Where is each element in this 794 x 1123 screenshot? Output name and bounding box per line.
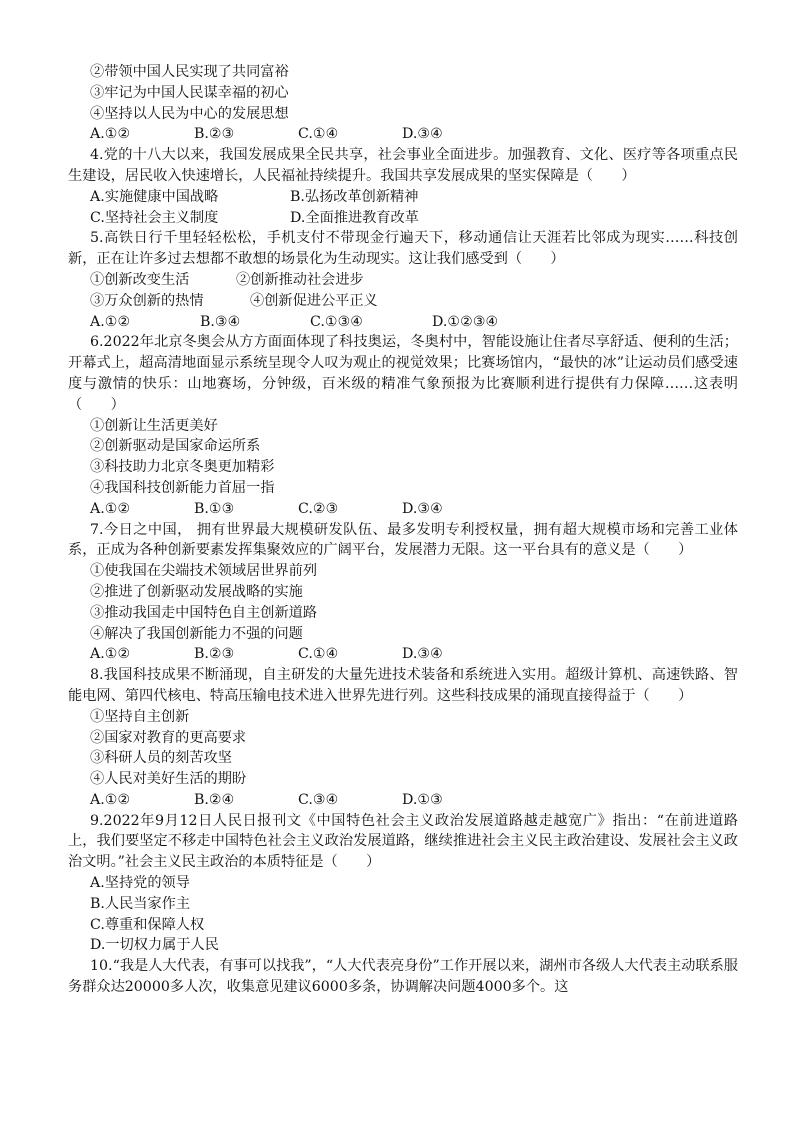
q6-item-3: ③科技助力北京冬奥更加精彩 [90, 459, 275, 476]
q7-item-1: ①使我国在尖端技术领域居世界前列 [90, 563, 318, 580]
q7-option-a: A.①② [90, 646, 131, 663]
q8-item-4: ④人民对美好生活的期盼 [90, 771, 247, 788]
q5-items-row2 [68, 291, 738, 312]
q8-option-d: D.①③ [402, 791, 443, 808]
q4-options-row2 [68, 208, 738, 229]
q3-item-3: ③牢记为中国人民谋幸福的初心 [90, 84, 289, 101]
q3-option-d: D.③④ [402, 126, 443, 143]
q4-option-a: A.实施健康中国战略 [90, 188, 219, 205]
q3-option-b: B.②③ [194, 126, 235, 143]
q6-option-b: B.①③ [194, 500, 235, 517]
q4-option-d: D.全面推进教育改革 [290, 209, 419, 226]
q3-item-2: ②带领中国人民实现了共同富裕 [90, 64, 289, 80]
q5-options [68, 312, 738, 333]
q8-stem: 8.我国科技成果不断涌现，自主研发的大量先进技术装备和系统进入实用。超级计算机、高速铁路、智能电网、第四代核电、特高压输电技术进入世界先进行列。这些科技成果的涌现直接得益于（ ） [68, 667, 738, 704]
q6-option-d: D.③④ [402, 500, 443, 517]
q9-stem: 9.2022年9月12日人民日报刊文《中国特色社会主义政治发展道路越走越宽广》指出：“在前进道路上，我们要坚定不移走中国特色社会主义政治发展道路，继续推进社会主义民主政治建设、发展社会主义政治文明。”社会主义民主政治的本质特征是（ ） [68, 812, 738, 871]
q8-item-1: ①坚持自主创新 [90, 708, 190, 725]
q8-option-a: A.①② [90, 791, 131, 808]
q5-option-d: D.①②③④ [432, 313, 499, 330]
q7-stem: 7.今日之中国， 拥有世界最大规模研发队伍、最多发明专利授权量，拥有超大规模市场和完善工业体系，正成为各种创新要素发挥集聚效应的广阔平台，发展潜力无限。这一平台具有的意义是（ ） [68, 521, 738, 559]
q5-items-row1 [68, 270, 738, 291]
q5-item-4: ④创新促进公平正义 [250, 292, 378, 309]
q9-option-c: C.尊重和保障人权 [90, 916, 205, 933]
q5-item-1: ①创新改变生活 [90, 271, 190, 288]
q7-option-c: C.①④ [298, 646, 339, 663]
q6-option-a: A.①② [90, 500, 131, 517]
q3-option-a: A.①② [90, 126, 131, 143]
q4-stem: 4.党的十八大以来，我国发展成果全民共享，社会事业全面进步。加强教育、文化、医疗等各项重点民生建设，居民收入快速增长，人民福祉持续提升。我国共享发展成果的坚实保障是（ ） [68, 147, 738, 184]
q10-stem: 10.“我是人大代表，有事可以找我”，“人大代表亮身份”工作开展以来，湖州市各级人大代表主动联系服务群众达20000多人次，收集意见建议6000多条，协调解决问题4000多个。这 [68, 958, 738, 996]
exam-page [68, 62, 738, 998]
q4-option-b: B.弘扬改革创新精神 [290, 188, 419, 205]
q3-option-c: C.①④ [298, 126, 339, 143]
q8-item-2: ②国家对教育的更高要求 [90, 729, 247, 746]
q3-options [68, 124, 738, 145]
q8-item-3: ③科研人员的刻苦攻坚 [90, 750, 232, 767]
q6-item-1: ①创新让生活更美好 [90, 417, 218, 434]
q8-option-c: C.③④ [298, 791, 339, 808]
q4-option-c: C.坚持社会主义制度 [90, 209, 219, 226]
q5-option-c: C.①③④ [310, 313, 364, 330]
q5-option-b: B.③④ [200, 313, 241, 330]
q5-stem: 5.高铁日行千里轻轻松松，手机支付不带现金行遍天下，移动通信让天涯若比邻成为现实……科技创新，正在让许多过去想都不敢想的场景化为生动现实。这让我们感受到（ ） [68, 230, 738, 268]
q7-item-3: ③推动我国走中国特色自主创新道路 [90, 604, 318, 621]
q5-item-2: ②创新推动社会进步 [236, 271, 364, 288]
q8-options [68, 790, 738, 811]
q7-option-b: B.②③ [194, 646, 235, 663]
q7-options [68, 644, 738, 665]
q4-options-row1 [68, 187, 738, 208]
q6-stem: 6.2022年北京冬奥会从方方面面体现了科技奥运，冬奥村中，智能设施让住者尽享舒适、便利的生活；开幕式上，超高清地面显示系统呈现令人叹为观止的视觉效果；比赛场馆内，“最快的冰”让运动员们感受速度与激情的快乐：山地赛场，分钟级，百米级的精准气象预报为比赛顺利进行提供有力保障……这表明（ ） [68, 334, 738, 413]
q7-item-4: ④解决了我国创新能力不强的问题 [90, 625, 303, 642]
q7-item-2: ②推进了创新驱动发展战略的实施 [90, 583, 303, 600]
q9-option-b: B.人民当家作主 [90, 895, 191, 912]
q8-option-b: B.②④ [194, 791, 235, 808]
q5-option-a: A.①② [90, 313, 131, 330]
q7-option-d: D.③④ [402, 646, 443, 663]
q9-option-d: D.一切权力属于人民 [90, 937, 219, 954]
q6-item-2: ②创新驱动是国家命运所系 [90, 438, 261, 455]
q6-option-c: C.②③ [298, 500, 339, 517]
q9-option-a: A.坚持党的领导 [90, 875, 190, 892]
q6-options [68, 499, 738, 520]
q6-item-4: ④我国科技创新能力首屈一指 [90, 479, 275, 496]
q3-item-4: ④坚持以人民为中心的发展思想 [90, 105, 289, 122]
q5-item-3: ③万众创新的热情 [90, 292, 204, 309]
